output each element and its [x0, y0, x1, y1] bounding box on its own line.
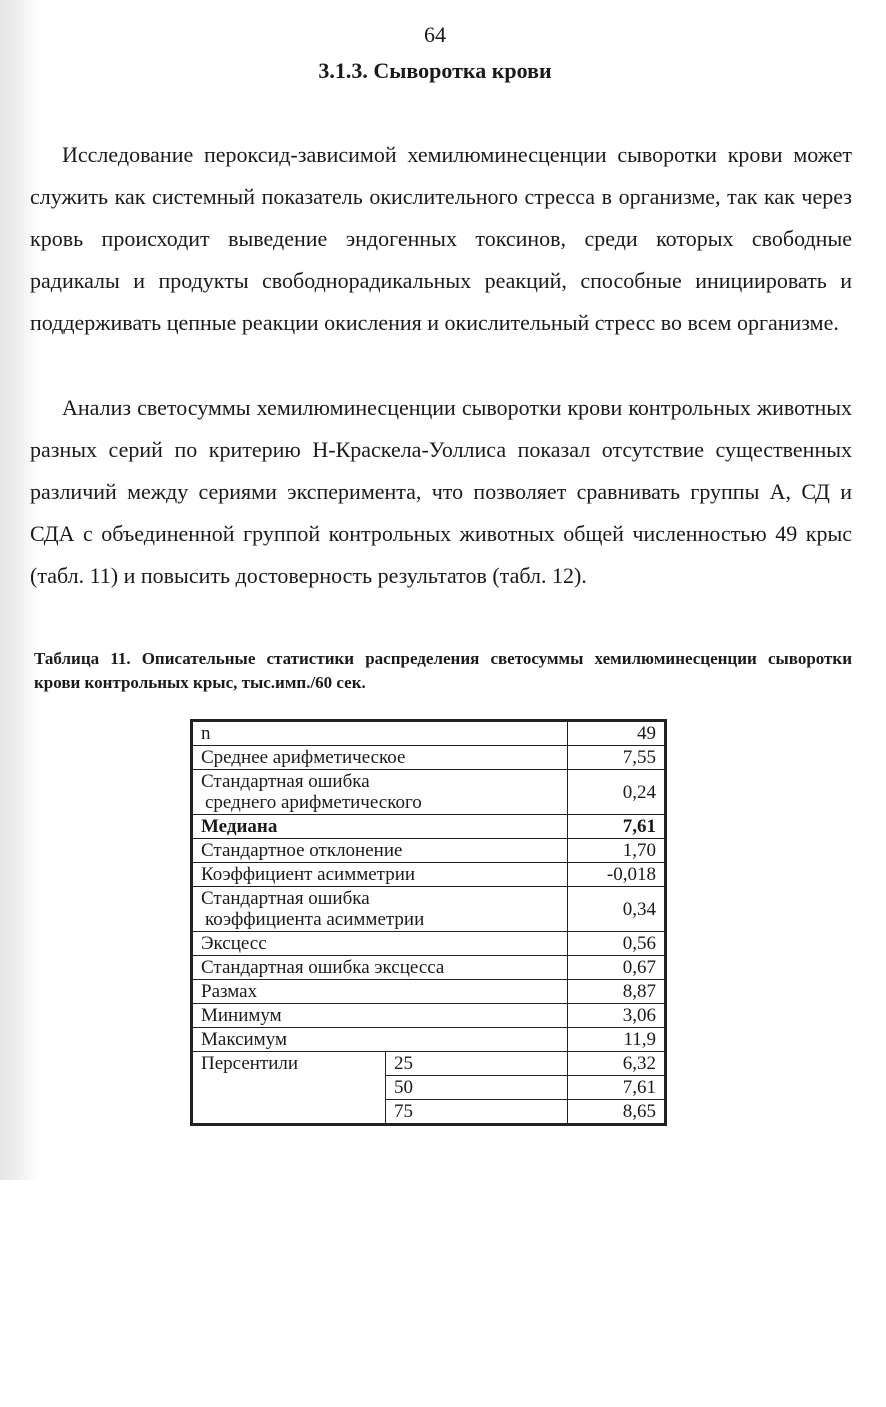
table-row: [192, 1052, 666, 1076]
row-label: [192, 887, 568, 932]
row-value: 7,61: [568, 815, 666, 839]
row-label-line: среднего арифметического: [205, 792, 422, 813]
table-row: [192, 863, 666, 887]
row-label: Среднее арифметическое: [192, 746, 568, 770]
percentile-value: 6,32: [568, 1052, 666, 1076]
table-row: [192, 887, 666, 932]
row-label: Размах: [192, 980, 568, 1004]
row-label: Стандартное отклонение: [192, 839, 568, 863]
row-label: Максимум: [192, 1028, 568, 1052]
row-value: 11,9: [568, 1028, 666, 1052]
paragraph-1: Исследование пероксид-зависимой хемилюминесценции сыворотки крови может служить как системный показатель окислительного стресса в организме, так как через кровь происходит выведение эндогенных токсинов, среди которых свободные радикалы и продукты свободнорадикальных реакций, способные инициировать и поддерживать цепные реакции окисления и окислительный стресс во всем организме.: [30, 142, 852, 335]
row-label-line: Стандартная ошибка: [201, 771, 370, 792]
row-value: 0,34: [568, 887, 666, 932]
percentile-rank: 75: [386, 1100, 568, 1125]
percentile-value: 8,65: [568, 1100, 666, 1125]
table-row: [192, 980, 666, 1004]
row-value: 49: [568, 721, 666, 746]
table-row: [192, 721, 666, 746]
paragraph-2: Анализ светосуммы хемилюминесценции сыворотки крови контрольных животных разных серий по критерию Н-Краскела-Уоллиса показал отсутствие существенных различий между сериями эксперимента, что позволяет сравнивать группы А, СД и СДА с объединенной группой контрольных животных общей численностью 49 крыс (табл. 11) и повысить достоверность результатов (табл. 12).: [30, 395, 852, 588]
table-row: [192, 956, 666, 980]
statistics-table: [190, 719, 667, 1126]
table-row: [192, 1028, 666, 1052]
row-label-line: коэффициента асимметрии: [205, 909, 425, 930]
row-label: Коэффициент асимметрии: [192, 863, 568, 887]
table-row: [192, 932, 666, 956]
table-row: [192, 839, 666, 863]
row-label: [192, 770, 568, 815]
row-value: -0,018: [568, 863, 666, 887]
percentile-value: 7,61: [568, 1076, 666, 1100]
section-title: 3.1.3. Сыворотка крови: [318, 58, 552, 83]
row-value: 0,24: [568, 770, 666, 815]
row-value: 7,55: [568, 746, 666, 770]
page-number: 64: [424, 22, 446, 47]
row-label-line: Стандартная ошибка: [201, 888, 370, 909]
table-row: [192, 815, 666, 839]
row-value: 3,06: [568, 1004, 666, 1028]
percentiles-label: Персентили: [192, 1052, 386, 1125]
row-value: 8,87: [568, 980, 666, 1004]
table-row: [192, 746, 666, 770]
table-row: [192, 770, 666, 815]
row-label: Медиана: [192, 815, 568, 839]
row-label: Стандартная ошибка эксцесса: [192, 956, 568, 980]
row-label: Эксцесс: [192, 932, 568, 956]
percentile-rank: 50: [386, 1076, 568, 1100]
row-label: Минимум: [192, 1004, 568, 1028]
table-row: [192, 1004, 666, 1028]
percentile-rank: 25: [386, 1052, 568, 1076]
row-value: 0,67: [568, 956, 666, 980]
row-value: 1,70: [568, 839, 666, 863]
row-label: n: [192, 721, 568, 746]
row-value: 0,56: [568, 932, 666, 956]
table-caption: Таблица 11. Описательные статистики распределения светосуммы хемилюминесценции сыворотки крови контрольных крыс, тыс.имп./60 сек.: [34, 649, 852, 692]
